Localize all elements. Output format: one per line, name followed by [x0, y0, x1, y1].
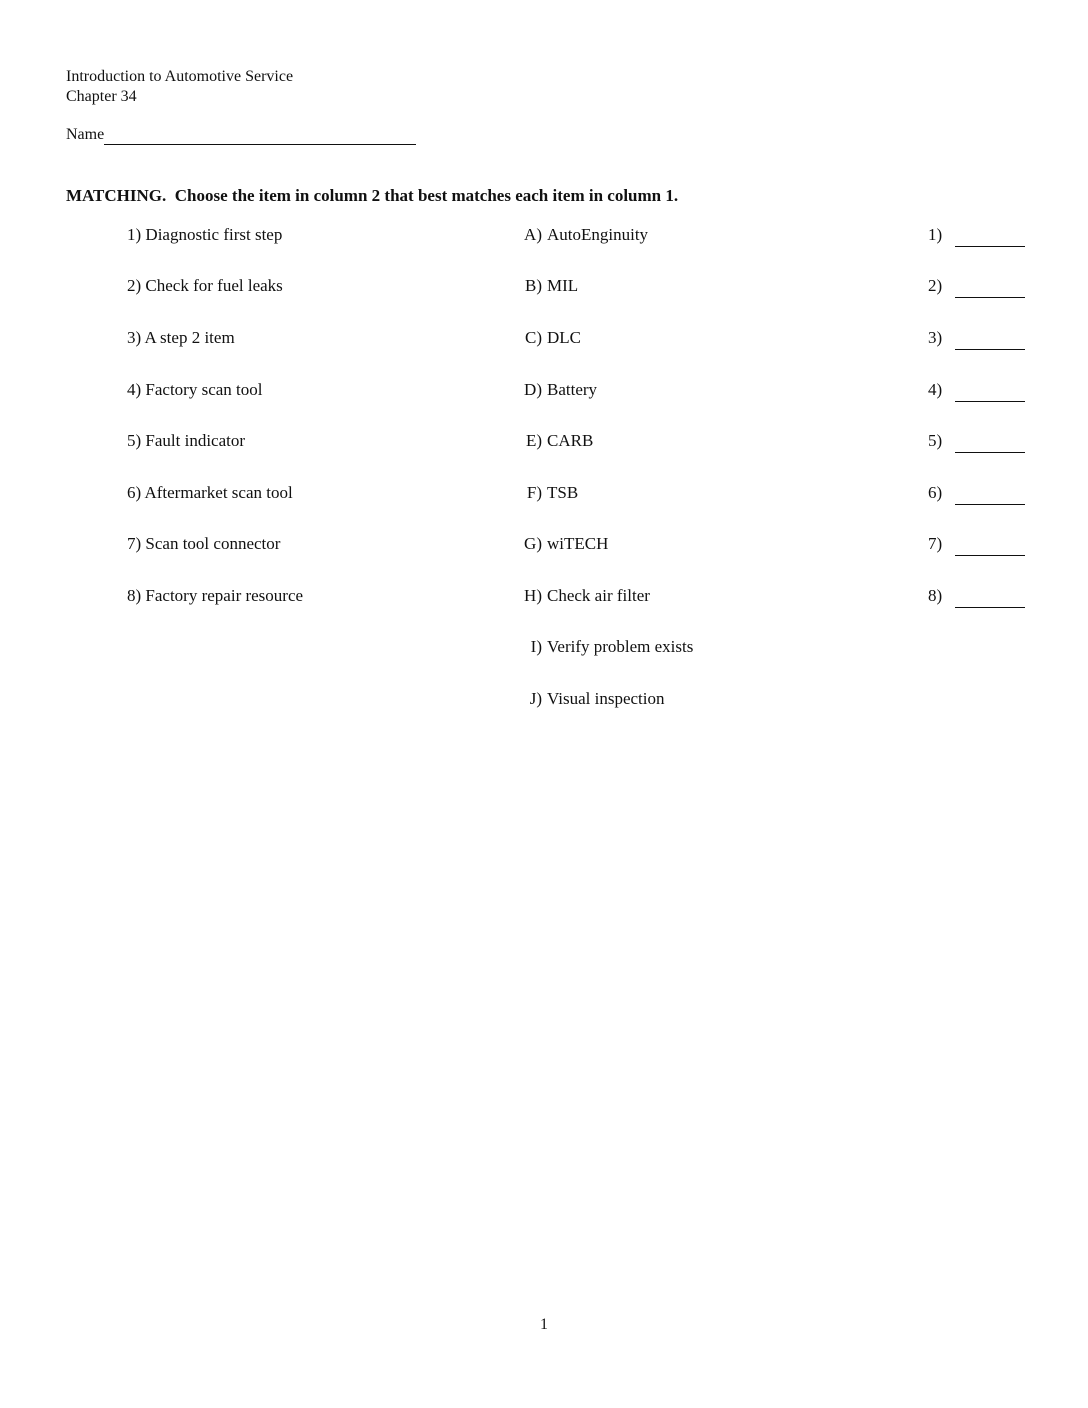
answer-blank[interactable]	[955, 383, 1025, 402]
matching-row	[0, 429, 1088, 453]
name-row	[66, 125, 416, 145]
name-label: Name	[66, 126, 105, 143]
response-letter: B)	[525, 276, 542, 295]
response-letter: I)	[530, 637, 542, 656]
response-item	[515, 274, 735, 298]
response-letter: F)	[526, 483, 542, 502]
premise-item: 1) Diagnostic first step	[127, 225, 283, 244]
matching-row	[0, 584, 1088, 608]
answer-blank[interactable]	[955, 228, 1025, 247]
response-text: CARB	[547, 431, 594, 450]
response-letter: D)	[524, 380, 542, 399]
response-text: Visual inspection	[547, 689, 665, 708]
response-item	[515, 429, 735, 453]
matching-row	[0, 378, 1088, 402]
matching-row	[0, 481, 1088, 505]
matching-row	[0, 223, 1088, 247]
premise-item: 8) Factory repair resource	[127, 586, 304, 605]
instructions: MATCHING. Choose the item in column 2 that best matches each item in column 1.	[66, 186, 679, 205]
matching-row	[0, 687, 1088, 711]
premise-item: 5) Fault indicator	[127, 431, 246, 450]
response-item	[515, 635, 735, 659]
premise-item: 3) A step 2 item	[127, 328, 235, 347]
response-text: wiTECH	[547, 534, 609, 553]
response-text: Verify problem exists	[547, 637, 694, 656]
answer-slot	[928, 429, 1025, 453]
response-text: Battery	[547, 380, 598, 399]
response-item	[515, 532, 735, 556]
name-field[interactable]	[104, 127, 416, 145]
premise-item: 2) Check for fuel leaks	[127, 276, 283, 295]
matching-row	[0, 635, 1088, 659]
page-number: 1	[540, 1316, 548, 1333]
answer-slot	[928, 274, 1025, 298]
response-item	[515, 378, 735, 402]
response-item	[515, 687, 735, 711]
answer-slot	[928, 481, 1025, 505]
answer-blank[interactable]	[955, 589, 1025, 608]
response-text: TSB	[547, 483, 579, 502]
response-item	[515, 223, 735, 247]
response-letter: J)	[529, 689, 542, 708]
chapter-label: Chapter 34	[66, 88, 137, 105]
premise-item: 7) Scan tool connector	[127, 534, 281, 553]
answer-number: 6)	[928, 483, 943, 502]
response-letter: C)	[525, 328, 542, 347]
answer-slot	[928, 378, 1025, 402]
answer-blank[interactable]	[955, 331, 1025, 350]
answer-number: 2)	[928, 276, 943, 295]
answer-slot	[928, 223, 1025, 247]
answer-slot	[928, 532, 1025, 556]
premise-item: 6) Aftermarket scan tool	[127, 483, 293, 502]
answer-number: 8)	[928, 586, 943, 605]
response-item	[515, 481, 735, 505]
matching-row	[0, 532, 1088, 556]
response-item	[515, 584, 735, 608]
answer-number: 7)	[928, 534, 943, 553]
answer-blank[interactable]	[955, 279, 1025, 298]
response-text: DLC	[547, 328, 581, 347]
response-text: AutoEnginuity	[547, 225, 649, 244]
answer-number: 5)	[928, 431, 943, 450]
response-letter: E)	[525, 431, 542, 450]
response-letter: G)	[524, 534, 542, 553]
response-letter: H)	[524, 586, 542, 605]
answer-number: 3)	[928, 328, 943, 347]
response-text: MIL	[547, 276, 579, 295]
answer-number: 1)	[928, 225, 943, 244]
response-text: Check air filter	[547, 586, 650, 605]
answer-blank[interactable]	[955, 434, 1025, 453]
answer-blank[interactable]	[955, 486, 1025, 505]
answer-number: 4)	[928, 380, 943, 399]
response-item	[515, 326, 735, 350]
course-title: Introduction to Automotive Service	[66, 68, 294, 85]
matching-row	[0, 274, 1088, 298]
matching-row	[0, 326, 1088, 350]
answer-slot	[928, 584, 1025, 608]
answer-blank[interactable]	[955, 537, 1025, 556]
answer-slot	[928, 326, 1025, 350]
premise-item: 4) Factory scan tool	[127, 380, 263, 399]
response-letter: A)	[524, 225, 542, 244]
